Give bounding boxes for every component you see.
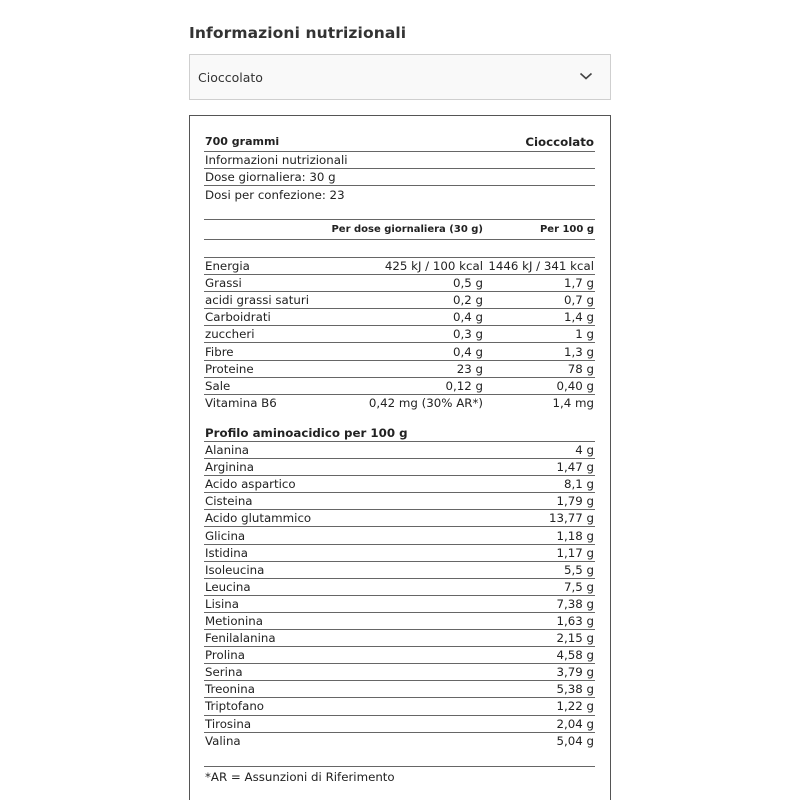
- amino-value: 7,5 g: [564, 579, 594, 594]
- nutrition-row: [204, 361, 595, 378]
- amino-name: Tirosina: [205, 716, 252, 731]
- daily-dose: Dose giornaliera: 30 g: [205, 170, 336, 185]
- nutrition-row: [204, 378, 595, 395]
- nutrition-row: [204, 395, 595, 412]
- amino-row: [204, 562, 595, 579]
- amino-name: Acido aspartico: [205, 477, 296, 492]
- nutrient-daily-value: 0,2 g: [453, 293, 483, 308]
- amino-row: [204, 493, 595, 510]
- amino-value: 1,22 g: [556, 699, 594, 714]
- nutrient-per-100g: 1446 kJ / 341 kcal: [488, 259, 594, 274]
- nutrient-name: Energia: [205, 259, 250, 274]
- amino-value: 13,77 g: [548, 511, 594, 526]
- amino-row: [204, 716, 595, 733]
- amino-title: Profilo aminoacidico per 100 g: [204, 425, 595, 442]
- nutrient-daily-value: 0,12 g: [445, 378, 483, 393]
- amino-row: [204, 579, 595, 596]
- nutrition-header-row: [204, 219, 595, 240]
- nutrient-per-100g: 1 g: [575, 327, 594, 342]
- amino-value: 2,15 g: [556, 631, 594, 646]
- col-100g-header: Per 100 g: [539, 224, 594, 235]
- nutrition-panel: [189, 115, 611, 800]
- amino-name: Lisina: [205, 596, 239, 611]
- nutrient-per-100g: 1,4 mg: [552, 396, 594, 411]
- nutrient-name: acidi grassi saturi: [205, 293, 310, 308]
- amino-name: Treonina: [205, 682, 255, 697]
- package-weight: 700 grammi: [205, 135, 280, 148]
- nutrient-per-100g: 1,3 g: [564, 344, 594, 359]
- nutrition-row: [204, 275, 595, 292]
- nutrient-name: Vitamina B6: [205, 396, 277, 411]
- amino-name: Glicina: [205, 528, 246, 543]
- amino-row: [204, 630, 595, 647]
- amino-name: Triptofano: [205, 699, 265, 714]
- nutrient-daily-value: 425 kJ / 100 kcal: [384, 259, 483, 274]
- nutrition-row: [204, 309, 595, 326]
- amino-row: [204, 510, 595, 527]
- amino-table: [204, 425, 595, 787]
- nutrition-row: [204, 292, 595, 309]
- amino-row: [204, 664, 595, 681]
- amino-row: [204, 613, 595, 630]
- amino-value: 5,38 g: [556, 682, 594, 697]
- amino-name: Arginina: [205, 460, 254, 475]
- amino-name: Cisteina: [205, 494, 253, 509]
- nutrient-name: Carboidrati: [205, 310, 271, 325]
- amino-value: 4 g: [575, 443, 594, 458]
- amino-name: Metionina: [205, 613, 264, 628]
- amino-value: 2,04 g: [556, 716, 594, 731]
- section-title: Informazioni nutrizionali: [189, 24, 407, 42]
- nutrient-daily-value: 0,4 g: [453, 310, 483, 325]
- amino-value: 1,17 g: [556, 545, 594, 560]
- nutrient-per-100g: 1,4 g: [564, 310, 594, 325]
- amino-name: Valina: [205, 734, 241, 749]
- amino-value: 3,79 g: [556, 665, 594, 680]
- product-header: [204, 132, 595, 203]
- amino-row: [204, 647, 595, 664]
- amino-name: Alanina: [205, 443, 250, 458]
- nutrient-name: Proteine: [205, 361, 254, 376]
- flavor-select[interactable]: [189, 54, 611, 100]
- doses-per-pack: Dosi per confezione: 23: [205, 187, 345, 202]
- amino-row: [204, 698, 595, 715]
- amino-name: Prolina: [205, 648, 245, 663]
- nutrient-name: Fibre: [205, 344, 234, 359]
- amino-row: [204, 596, 595, 613]
- amino-value: 1,47 g: [556, 460, 594, 475]
- amino-row: [204, 545, 595, 562]
- amino-value: 8,1 g: [564, 477, 594, 492]
- amino-row: [204, 442, 595, 459]
- nutrient-per-100g: 0,7 g: [564, 293, 594, 308]
- amino-name: Isoleucina: [205, 562, 265, 577]
- nutrient-per-100g: 1,7 g: [564, 276, 594, 291]
- info-label: Informazioni nutrizionali: [205, 153, 348, 168]
- nutrient-daily-value: 0,42 mg (30% AR*): [368, 396, 483, 411]
- amino-name: Fenilalanina: [205, 631, 276, 646]
- nutrient-per-100g: 0,40 g: [556, 378, 594, 393]
- amino-value: 1,79 g: [556, 494, 594, 509]
- amino-value: 1,18 g: [556, 528, 594, 543]
- product-flavor: Cioccolato: [525, 134, 594, 149]
- nutrient-daily-value: 23 g: [456, 361, 483, 376]
- chevron-down-icon: [579, 71, 593, 81]
- nutrient-daily-value: 0,4 g: [453, 344, 483, 359]
- nutrition-row: [204, 326, 595, 343]
- amino-value: 4,58 g: [556, 648, 594, 663]
- flavor-select-value: Cioccolato: [198, 69, 263, 85]
- amino-value: 5,5 g: [564, 562, 594, 577]
- amino-name: Acido glutammico: [205, 511, 312, 526]
- nutrient-name: Sale: [205, 378, 231, 393]
- amino-row: [204, 459, 595, 476]
- nutrient-per-100g: 78 g: [567, 361, 594, 376]
- amino-name: Serina: [205, 665, 243, 680]
- amino-row: [204, 476, 595, 493]
- col-daily-header: Per dose giornaliera (30 g): [331, 224, 483, 235]
- nutrition-row: [204, 343, 595, 360]
- amino-row: [204, 527, 595, 544]
- nutrition-row: [204, 258, 595, 275]
- nutrient-daily-value: 0,3 g: [453, 327, 483, 342]
- amino-value: 5,04 g: [556, 734, 594, 749]
- nutrient-daily-value: 0,5 g: [453, 276, 483, 291]
- nutrient-name: Grassi: [205, 276, 242, 291]
- nutrition-table: [204, 219, 595, 412]
- amino-value: 1,63 g: [556, 613, 594, 628]
- amino-name: Leucina: [205, 579, 251, 594]
- amino-value: 7,38 g: [556, 596, 594, 611]
- amino-name: Istidina: [205, 545, 248, 560]
- footnote: *AR = Assunzioni di Riferimento: [205, 769, 395, 784]
- amino-row: [204, 733, 595, 750]
- nutrient-name: zuccheri: [205, 327, 255, 342]
- amino-row: [204, 681, 595, 698]
